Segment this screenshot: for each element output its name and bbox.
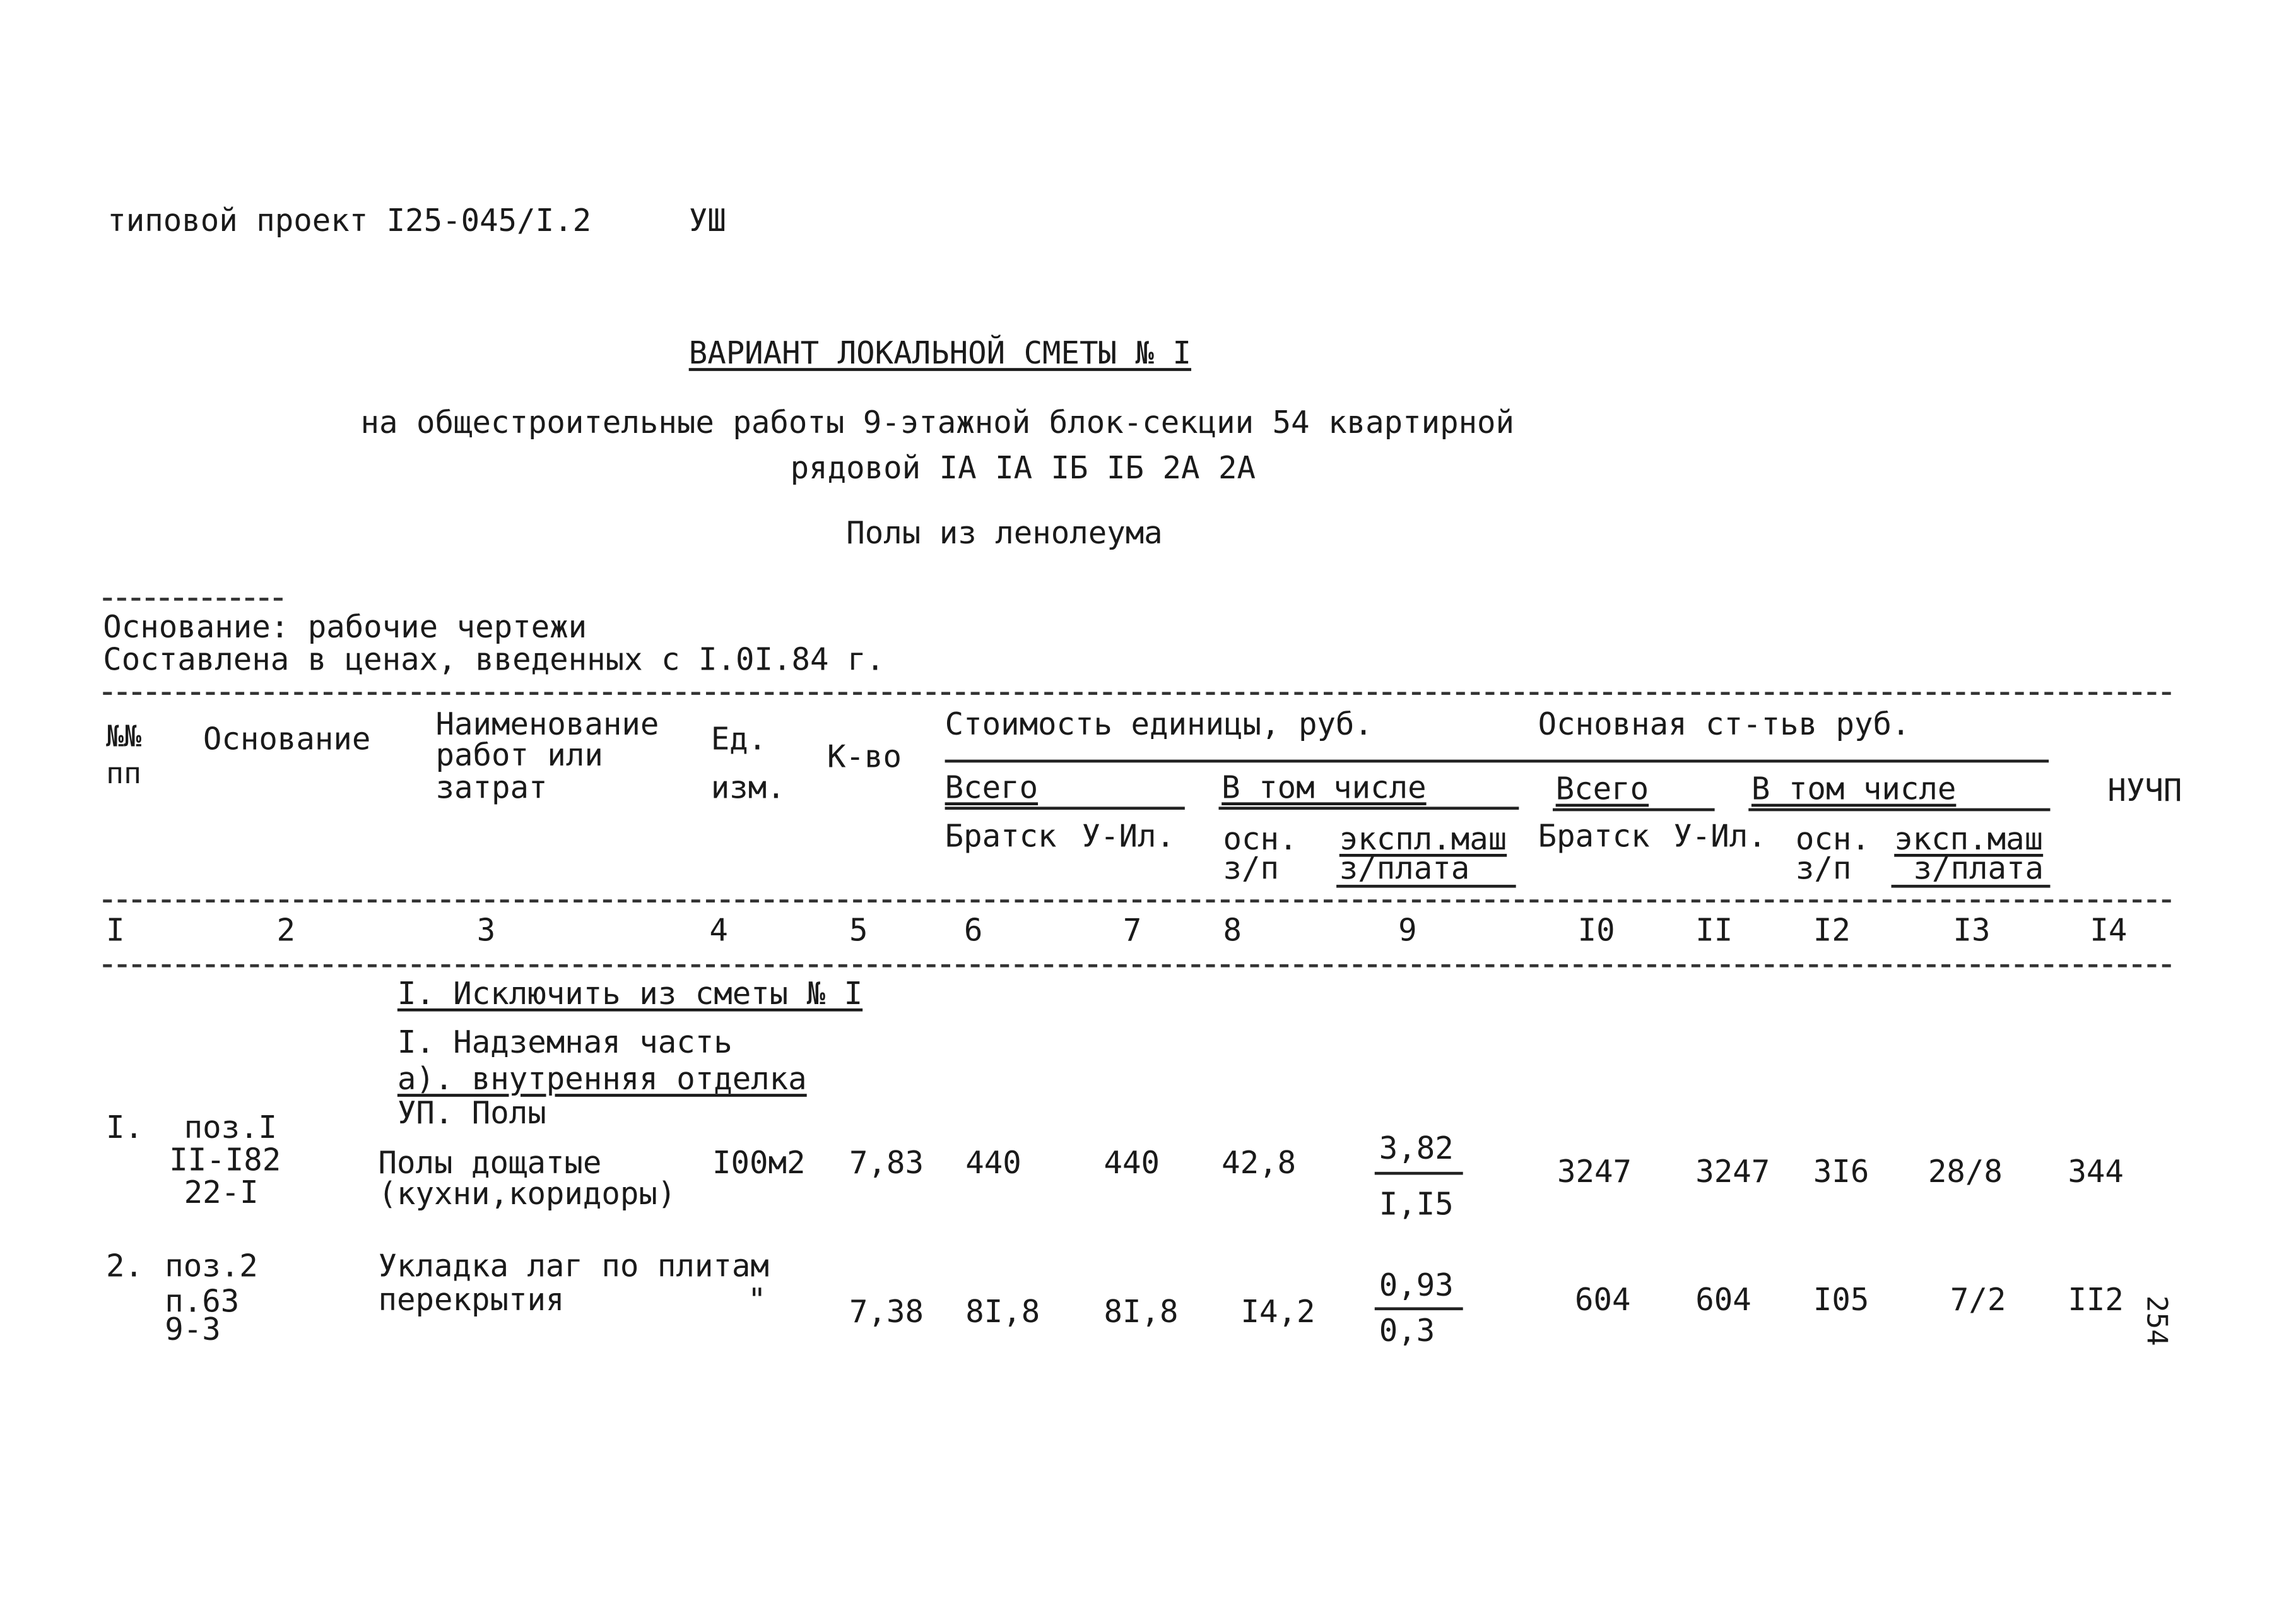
col-num-header: №№ — [105, 718, 142, 754]
header-rule — [945, 760, 2049, 763]
osn2-header-2: з/п — [1795, 851, 1852, 887]
row-basis: 9-3 — [165, 1311, 221, 1347]
col-number: 5 — [849, 913, 868, 949]
unit-cost-header: Стоимость единицы, руб. — [945, 706, 1373, 742]
col-qty-header: К-во — [827, 739, 902, 775]
bratsk2-header: Братск — [1538, 818, 1650, 854]
row-c14: II2 — [2068, 1282, 2124, 1318]
mach-header-2: з/плата — [1339, 851, 1470, 887]
row-c8: 42,8 — [1222, 1145, 1297, 1181]
rule — [1553, 808, 1715, 812]
row-name: перекрытия — [378, 1282, 565, 1318]
row-c10: 604 — [1574, 1282, 1631, 1318]
row-c13: 7/2 — [1950, 1282, 2006, 1318]
project-code: типовой проект I25-045/I.2 — [107, 203, 592, 239]
work-subject: Полы из ленолеума — [846, 515, 1163, 551]
row-basis: поз.I — [184, 1109, 278, 1145]
col-name-header-3: затрат — [435, 770, 548, 805]
prices-line: Составлена в ценах, введенных с I.0I.84 г. — [103, 642, 885, 678]
row-name: Укладка лаг по плитам — [378, 1248, 769, 1284]
osn-header: осн. — [1223, 821, 1298, 857]
col-number: I3 — [1953, 913, 1991, 949]
row-c6: 8I,8 — [965, 1294, 1040, 1330]
row-c13: 28/8 — [1928, 1154, 2003, 1190]
row-basis: п.63 — [165, 1284, 240, 1320]
col-num-header-2: пп — [105, 755, 142, 791]
rule — [1892, 885, 2051, 888]
title-line-2: рядовой IА IА IБ IБ 2А 2А — [790, 450, 1256, 486]
fraction-bar — [1375, 1307, 1463, 1310]
mach2-header-2: з/плата — [1913, 851, 2044, 887]
col-number: II — [1695, 913, 1733, 949]
row-number: 2. — [105, 1248, 143, 1284]
row-c7: 8I,8 — [1104, 1294, 1179, 1330]
uil-header: У-Ил. — [1081, 818, 1175, 854]
osn-header-2: з/п — [1223, 851, 1279, 887]
divider — [103, 598, 283, 601]
col-number: I0 — [1577, 913, 1615, 949]
row-c6: 440 — [965, 1145, 1021, 1181]
row-qty: 7,83 — [849, 1145, 924, 1181]
col-unit-header: Ед. — [710, 721, 767, 757]
row-c12: 3I6 — [1813, 1154, 1869, 1190]
col-name-header: Наименование — [435, 706, 659, 742]
title-line-1: на общестроительные работы 9-этажной блок-секции 54 квартирной — [360, 405, 1515, 441]
uil2-header: У-Ил. — [1673, 818, 1767, 854]
row-basis: поз.2 — [165, 1248, 258, 1284]
section-floors: УП. Полы — [397, 1095, 546, 1131]
col-number: 2 — [276, 913, 296, 949]
row-c11: 604 — [1695, 1282, 1751, 1318]
col-number: 4 — [709, 913, 728, 949]
col-unit-header-2: изм. — [710, 770, 786, 805]
row-name: Полы дощатые — [378, 1145, 602, 1181]
col-name-header-2: работ или — [435, 737, 603, 773]
row-c7: 440 — [1104, 1145, 1160, 1181]
section-aboveground: I. Надземная часть — [397, 1024, 733, 1060]
col-number: 7 — [1122, 913, 1142, 949]
basis-line: Основание: рабочие чертежи — [103, 609, 587, 645]
estimate-title: ВАРИАНТ ЛОКАЛЬНОЙ СМЕТЫ № I — [688, 335, 1192, 371]
rule — [1336, 885, 1516, 888]
basic-cost-header: Основная ст-тьв руб. — [1538, 706, 1910, 742]
row-c14: 344 — [2068, 1154, 2124, 1190]
osn2-header: осн. — [1795, 821, 1870, 857]
col-basis-header: Основание — [203, 721, 371, 757]
row-basis: 22-I — [184, 1174, 259, 1210]
row-number: I. — [105, 1109, 143, 1145]
row-name: (кухни,коридоры) — [378, 1176, 676, 1212]
col-number: 6 — [963, 913, 983, 949]
total2-header: Всего — [1555, 771, 1649, 807]
col-number: I4 — [2090, 913, 2128, 949]
row-c9-bottom: 0,3 — [1379, 1313, 1435, 1349]
sheet-number: УШ — [688, 203, 726, 239]
row-unit: " — [748, 1282, 767, 1318]
col-number: I — [105, 913, 125, 949]
row-c10: 3247 — [1557, 1154, 1632, 1190]
incl-header: В том числе — [1222, 770, 1427, 805]
bratsk-header: Братск — [945, 818, 1057, 854]
row-c8: I4,2 — [1240, 1294, 1316, 1330]
incl2-header: В том числе — [1751, 771, 1957, 807]
mach2-header: эксп.маш — [1894, 821, 2044, 857]
header-bottom-rule — [103, 899, 2170, 902]
section-exclude: I. Исключить из сметы № I — [397, 976, 863, 1012]
col-number: 3 — [476, 913, 496, 949]
mach-header: экспл.маш — [1339, 821, 1507, 857]
row-c9-bottom: I,I5 — [1379, 1186, 1454, 1222]
margin-page-number: 254 — [2140, 1295, 2173, 1346]
row-c11: 3247 — [1695, 1154, 1770, 1190]
table-top-rule — [103, 692, 2170, 695]
numbers-bottom-rule — [103, 964, 2170, 967]
section-interior: а). внутренняя отделка — [397, 1061, 807, 1097]
col-number: 9 — [1398, 913, 1417, 949]
row-c9-top: 3,82 — [1379, 1130, 1454, 1166]
rule — [1218, 807, 1519, 810]
total-header: Всего — [945, 770, 1039, 805]
rule — [1748, 808, 2050, 812]
row-unit: I00м2 — [712, 1145, 806, 1181]
col-number: 8 — [1223, 913, 1242, 949]
nuchp-header: НУЧП — [2107, 772, 2182, 808]
rule — [945, 807, 1185, 810]
row-c12: I05 — [1813, 1282, 1869, 1318]
row-c9-top: 0,93 — [1379, 1267, 1454, 1303]
row-qty: 7,38 — [849, 1294, 924, 1330]
row-basis: II-I82 — [169, 1142, 281, 1178]
col-number: I2 — [1813, 913, 1851, 949]
fraction-bar — [1375, 1172, 1463, 1175]
